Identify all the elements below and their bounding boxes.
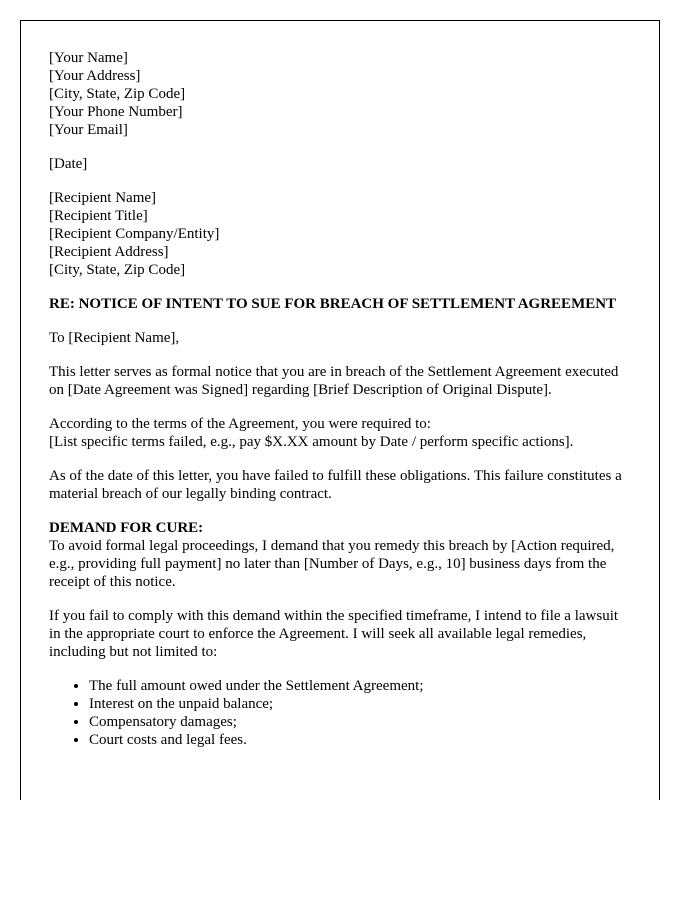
- recipient-city-state-zip: [City, State, Zip Code]: [49, 262, 186, 278]
- recipient-company: [Recipient Company/Entity]: [49, 226, 220, 242]
- paragraph-breach-notice: This letter serves as formal notice that you are in breach of the Settlement Agreement executed on [Date Agreement was Signed] regarding [Brief Description of Original Dispute].: [49, 364, 619, 398]
- remedy-item: • The full amount owed under the Settlement Agreement;: [89, 677, 629, 695]
- remedy-item: • Compensatory damages;: [89, 713, 629, 731]
- paragraph-failure: As of the date of this letter, you have failed to fulfill these obligations. This failure constitutes a material breach of our legally binding contract.: [49, 468, 622, 502]
- recipient-title: [Recipient Title]: [49, 208, 148, 224]
- sender-name: [Your Name]: [49, 50, 128, 66]
- subject-line: RE: NOTICE OF INTENT TO SUE FOR BREACH OF SETTLEMENT AGREEMENT: [49, 296, 617, 312]
- paragraph-lawsuit-intent: If you fail to comply with this demand within the specified timeframe, I intend to file a lawsuit in the appropriate court to enforce the Agreement. I will seek all available legal remedies, including but not limited to:: [49, 608, 619, 660]
- letter-page: [20, 20, 660, 800]
- demand-section: [49, 519, 629, 591]
- sender-address: [Your Address]: [49, 68, 141, 84]
- demand-text: To avoid formal legal proceedings, I demand that you remedy this breach by [Action required, e.g., providing full payment] no later than [Number of Days, e.g., 10] business days from the receipt of this notice.: [49, 538, 615, 590]
- sender-city-state-zip: [City, State, Zip Code]: [49, 86, 186, 102]
- demand-heading: DEMAND FOR CURE:: [49, 520, 204, 536]
- remedies-list: [49, 677, 629, 749]
- salutation: To [Recipient Name],: [49, 330, 180, 346]
- letter-date: [Date]: [49, 156, 88, 172]
- paragraph-terms: [49, 415, 629, 451]
- recipient-block: [49, 189, 629, 279]
- recipient-address: [Recipient Address]: [49, 244, 169, 260]
- remedy-item: • Court costs and legal fees.: [89, 731, 629, 749]
- sender-block: [49, 49, 629, 139]
- letter-content: [49, 49, 629, 749]
- terms-list: [List specific terms failed, e.g., pay $X.XX amount by Date / perform specific actions].: [49, 434, 574, 450]
- recipient-name: [Recipient Name]: [49, 190, 157, 206]
- sender-phone: [Your Phone Number]: [49, 104, 183, 120]
- remedy-item: • Interest on the unpaid balance;: [89, 695, 629, 713]
- terms-intro: According to the terms of the Agreement, you were required to:: [49, 416, 431, 432]
- sender-email: [Your Email]: [49, 122, 128, 138]
